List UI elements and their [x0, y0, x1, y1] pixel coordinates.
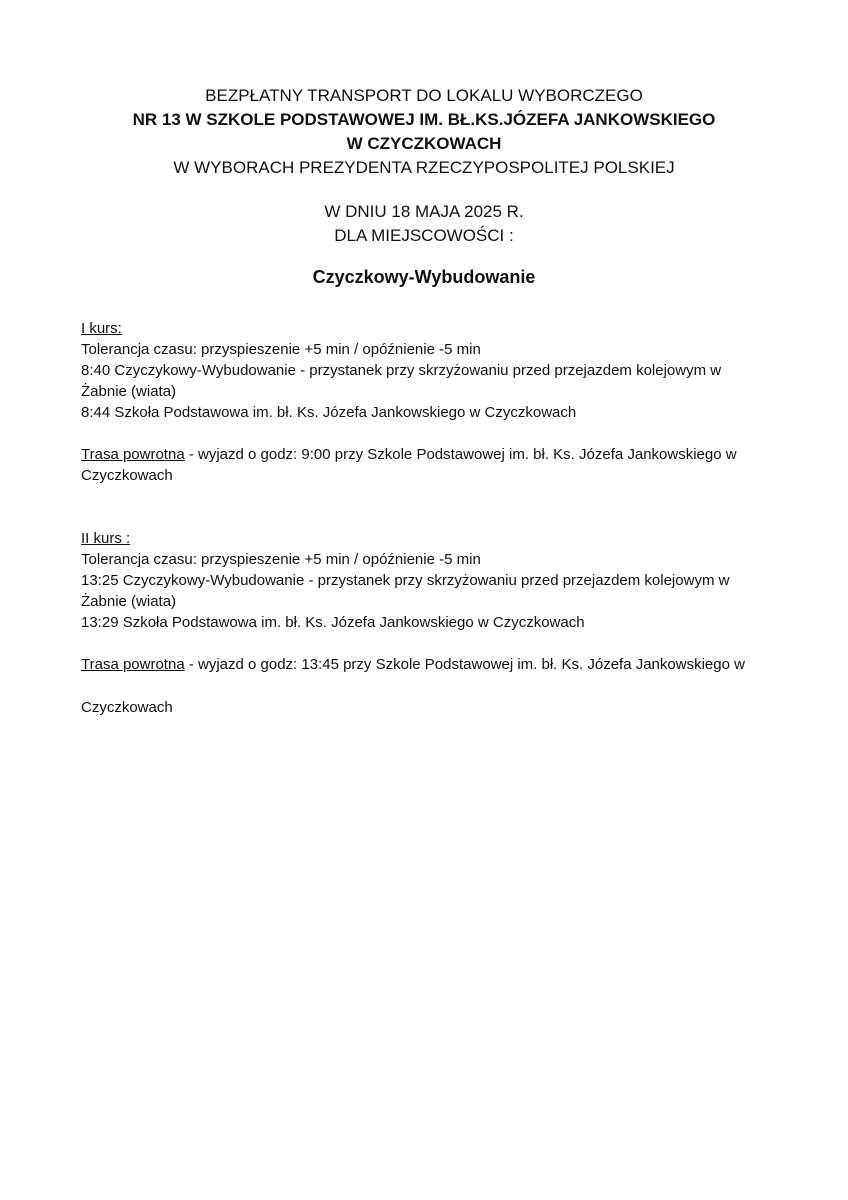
course-1-stop-2: 8:44 Szkoła Podstawowa im. bł. Ks. Józefa Jankowskiego w Czyczkowach: [81, 404, 577, 421]
header-line-2: NR 13 W SZKOLE PODSTAWOWEJ IM. BŁ.KS.JÓZEFA JANKOWSKIEGO: [132, 110, 716, 129]
course-2-stop-1-cont: Żabnie (wiata): [81, 593, 177, 610]
course-2-return-text: - wyjazd o godz: 13:45 przy Szkole Podstawowej im. bł. Ks. Józefa Jankowskiego w: [184, 656, 745, 673]
spacer: [0, 248, 848, 264]
header-line-1: BEZPŁATNY TRANSPORT DO LOKALU WYBORCZEGO: [205, 86, 643, 105]
course-2-return-cont: Czyczkowach: [81, 699, 173, 716]
for-places-label: DLA MIEJSCOWOŚCI :: [334, 226, 514, 245]
course-1-tolerance: Tolerancja czasu: przyspieszenie +5 min / opóźnienie -5 min: [81, 341, 481, 358]
course-2-return: [81, 654, 771, 675]
course-2-stop-2: 13:29 Szkoła Podstawowa im. bł. Ks. Józefa Jankowskiego w Czyczkowach: [81, 614, 585, 631]
course-2-stop-1: 13:25 Czyczykowy-Wybudowanie - przystanek przy skrzyżowaniu przed przejazdem kolejowym w: [81, 572, 730, 589]
course-1-heading: I kurs:: [81, 320, 122, 337]
spacer: [81, 423, 771, 444]
course-2-return-label: Trasa powrotna: [81, 656, 185, 673]
spacer: [81, 633, 771, 654]
course-2-heading: II kurs :: [81, 530, 131, 547]
election-date: W DNIU 18 MAJA 2025 R.: [324, 202, 524, 221]
course-1-stop-1: 8:40 Czyczykowy-Wybudowanie - przystanek przy skrzyżowaniu przed przejazdem kolejowym w: [81, 362, 722, 379]
spacer: [0, 180, 848, 200]
spacer: [81, 675, 771, 697]
schedule-content: [81, 318, 771, 718]
course-1-return-text: - wyjazd o godz: 9:00 przy Szkole Podstawowej im. bł. Ks. Józefa Jankowskiego w: [184, 446, 737, 463]
document-header: [0, 84, 848, 290]
spacer: [81, 486, 771, 528]
course-2-tolerance: Tolerancja czasu: przyspieszenie +5 min / opóźnienie -5 min: [81, 551, 481, 568]
header-line-3: W CZYCZKOWACH: [346, 134, 502, 153]
course-1-stop-1-cont: Żabnie (wiata): [81, 383, 177, 400]
course-1-return: [81, 444, 771, 465]
course-1-return-label: Trasa powrotna: [81, 446, 185, 463]
course-1-return-cont: Czyczkowach: [81, 467, 173, 484]
place-name: Czyczkowy-Wybudowanie: [312, 267, 536, 287]
header-line-4: W WYBORACH PREZYDENTA RZECZYPOSPOLITEJ POLSKIEJ: [173, 158, 675, 177]
